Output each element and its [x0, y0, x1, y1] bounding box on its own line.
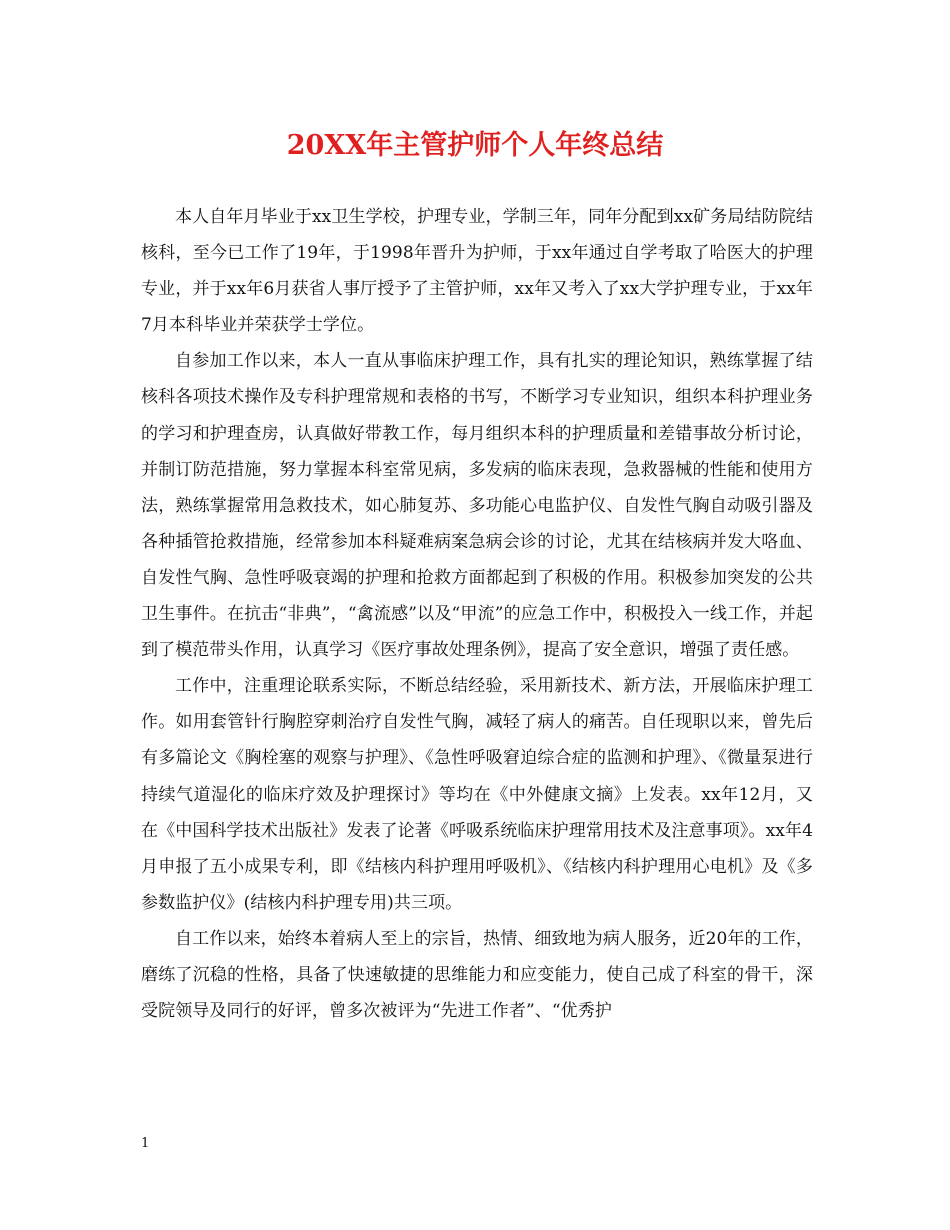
- paragraph-3: 工作中，注重理论联系实际，不断总结经验，采用新技术、新方法，开展临床护理工作。如用套管针行胸腔穿刺治疗自发性气胸，减轻了病人的痛苦。自任现职以来，曾先后有多篇论文《胸栓塞的观察与护理》、《急性呼吸窘迫综合症的监测和护理》、《微量泵进行持续气道湿化的临床疗效及护理探讨》等均在《中外健康文摘》上发表。xx年12月，又在《中国科学技术出版社》发表了论著《呼吸系统临床护理常用技术及注意事项》。xx年4月申报了五小成果专利，即《结核内科护理用呼吸机》、《结核内科护理用心电机》及《多参数监护仪》(结核内科护理专用)共三项。: [141, 676, 813, 913]
- paragraph-2: 自参加工作以来，本人一直从事临床护理工作，具有扎实的理论知识，熟练掌握了结核科各项技术操作及专科护理常规和表格的书写，不断学习专业知识，组织本科护理业务的学习和护理查房，认真做好带教工作，每月组织本科的护理质量和差错事故分析讨论，并制订防范措施，努力掌握本科室常见病，多发病的临床表现，急救器械的性能和使用方法，熟练掌握常用急救技术，如心肺复苏、多功能心电监护仪、自发性气胸自动吸引器及各种插管抢救措施，经常参加本科疑难病案急病会诊的讨论，尤其在结核病并发大咯血、自发性气胸、急性呼吸衰竭的护理和抢救方面都起到了积极的作用。积极参加突发的公共卫生事件。在抗击“非典”，“禽流感”以及“甲流”的应急工作中，积极投入一线工作，并起到了模范带头作用，认真学习《医疗事故处理条例》，提高了安全意识，增强了责任感。: [141, 351, 813, 661]
- paragraph-4: 自工作以来，始终本着病人至上的宗旨，热情、细致地为病人服务，近20年的工作，磨练了沉稳的性格，具备了快速敏捷的思维能力和应变能力，使自己成了科室的骨干，深受院领导及同行的好评，曾多次被评为“先进工作者”、“优秀护: [141, 928, 813, 1022]
- document-title: 20XX年主管护师个人年终总结: [286, 130, 664, 161]
- paragraph-1: 本人自年月毕业于xx卫生学校，护理专业，学制三年，同年分配到xx矿务局结防院结核科，至今已工作了19年，于1998年晋升为护师，于xx年通过自学考取了哈医大的护理专业，并于xx年6月获省人事厅授予了主管护师，xx年又考入了xx大学护理专业，于xx年7月本科毕业并荣获学士学位。: [141, 207, 813, 336]
- page-number: 1: [141, 1136, 150, 1151]
- document-body: [141, 199, 813, 1029]
